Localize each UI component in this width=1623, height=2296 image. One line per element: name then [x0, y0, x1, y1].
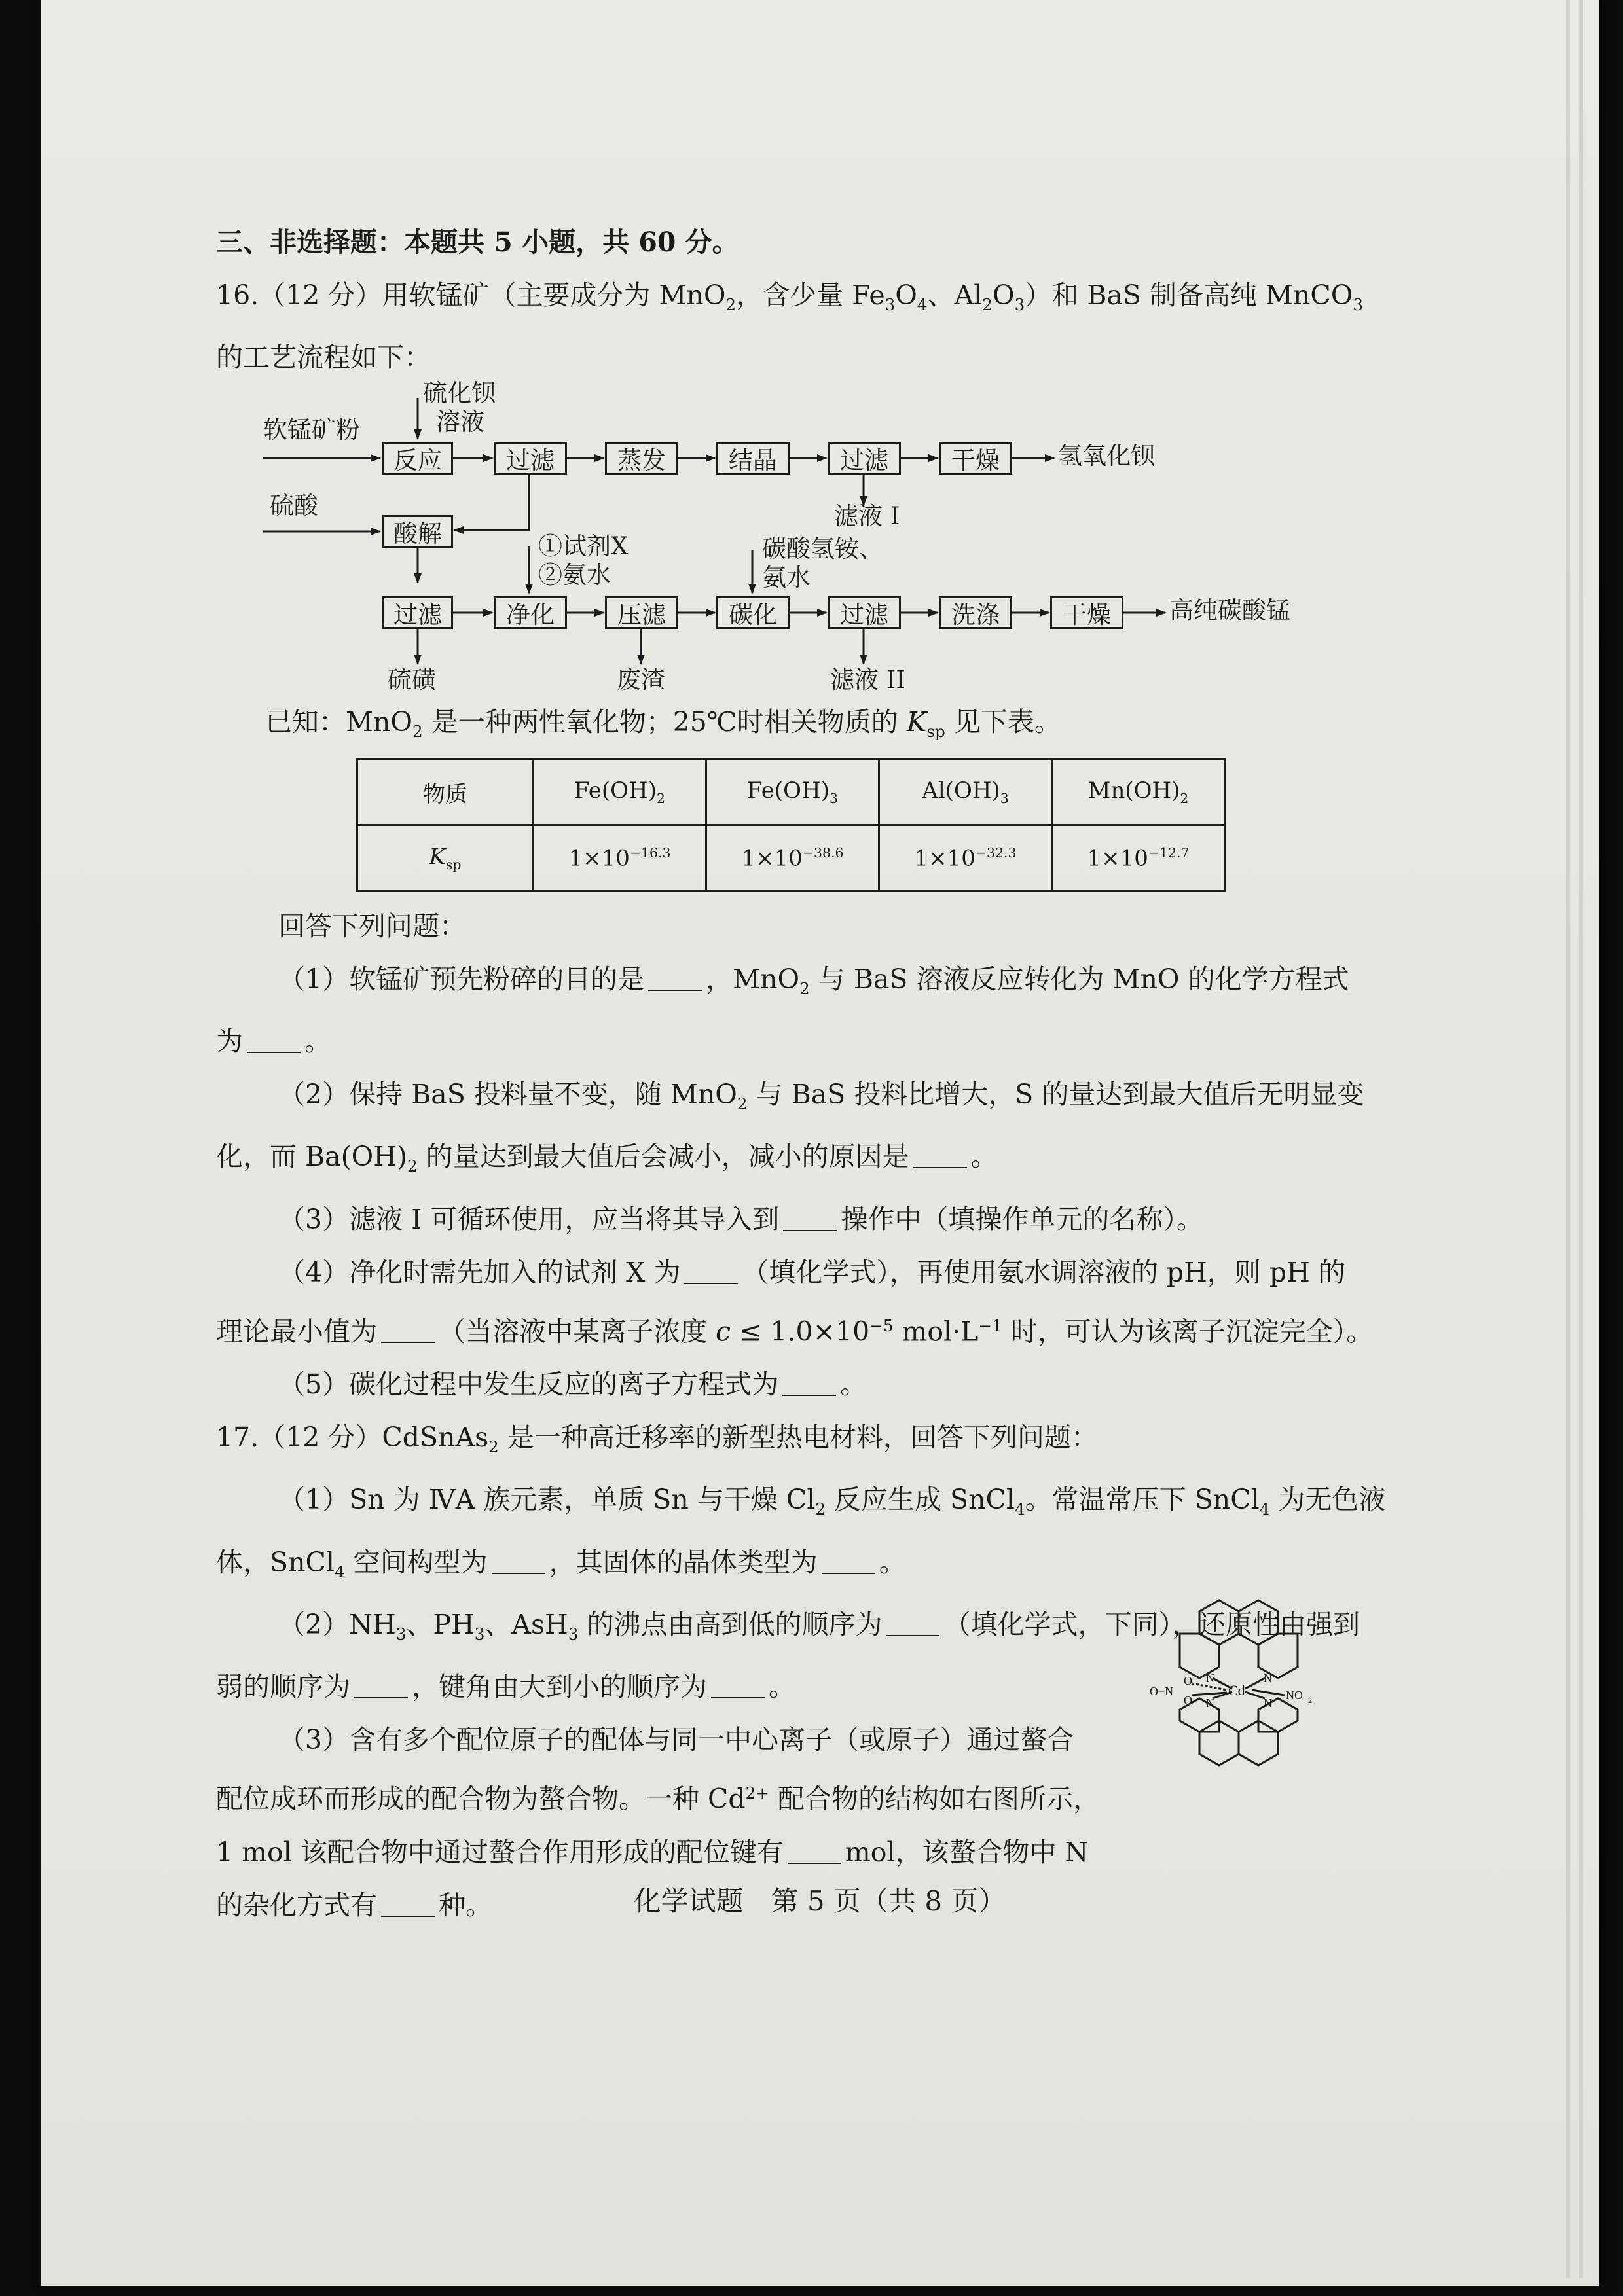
no2-subscript: 2	[1308, 1696, 1312, 1705]
q17-part2-cont: 弱的顺序为 ，键角由大到小的顺序为 。	[216, 1670, 795, 1702]
answer-blank[interactable]	[783, 1208, 837, 1231]
answer-blank[interactable]	[711, 1675, 765, 1698]
ksp-table	[356, 758, 1226, 892]
carbonate-label-2: 氨水	[762, 564, 811, 592]
answer-blank[interactable]	[684, 1261, 738, 1284]
q17-part3-cont2: 1 mol 该配合物中通过螯合作用形成的配位键有 mol，该螯合物中 N	[216, 1836, 1089, 1868]
table-cell: $1\times 10^{-12.7}$	[1052, 825, 1225, 891]
step-reaction: 反应	[382, 442, 453, 475]
answer-blank[interactable]	[822, 1551, 875, 1574]
q17-part3-cont3: 的杂化方式有 种。	[216, 1889, 492, 1921]
step-purify: 净化	[494, 596, 567, 629]
step-press-filter: 压滤	[605, 596, 678, 629]
step-filter-4: 过滤	[828, 596, 901, 629]
step-filter-1: 过滤	[494, 442, 567, 475]
nitrite-ligand: O−N	[1150, 1685, 1174, 1698]
q16-part2: （2）保持 BaS 投料量不变，随 MnO$_2$ 与 BaS 投料比增大，S 的量达到最大值后无明显变	[278, 1079, 1364, 1114]
coordination-bond	[1245, 1692, 1265, 1698]
q16-part4: （4）净化时需先加入的试剂 X 为 （填化学式），再使用氨水调溶液的 pH，则 pH 的	[278, 1256, 1345, 1288]
table-cell: $Fe(OH)_3$	[706, 759, 879, 825]
table-cell: $Fe(OH)_2$	[534, 759, 706, 825]
ammonia-label: ②氨水	[538, 561, 611, 589]
n-atom: N	[1264, 1696, 1272, 1710]
o-atom: O	[1184, 1674, 1192, 1687]
q16-part2-cont: 化，而 $Ba(OH)_2$ 的量达到最大值后会减小，减小的原因是 。	[216, 1141, 998, 1176]
q16-line2: 的工艺流程如下：	[216, 342, 431, 374]
filtrate-2-label: 滤液 II	[830, 666, 905, 694]
page-edge	[1579, 0, 1583, 2278]
q17-part1: （1）Sn 为 ⅣA 族元素，单质 Sn 与干燥 $Cl_2$ 反应生成 SnCl$_4$。常温常压下 SnCl$_4$ 为无色液	[278, 1484, 1386, 1519]
table-cell: $1\times 10^{-16.3}$	[534, 825, 706, 891]
table-row	[357, 825, 1225, 891]
answer-blank[interactable]	[354, 1675, 408, 1698]
coordination-bond	[1252, 1690, 1285, 1695]
question-text	[216, 216, 1368, 384]
sulfur-label: 硫磺	[388, 666, 436, 694]
answer-blank[interactable]	[648, 967, 702, 991]
no2-ligand: NO	[1286, 1689, 1303, 1702]
table-row-label: $K_{sp}$	[357, 825, 534, 891]
answer-blank[interactable]	[913, 1145, 967, 1168]
q16-part5: （5）碳化过程中发生反应的离子方程式为 。	[278, 1369, 867, 1401]
step-carbonize: 碳化	[716, 596, 790, 629]
product-baoh2: 氢氧化钡	[1058, 442, 1155, 470]
q17-part3-cont1: 配位成环而形成的配合物为螯合物。一种 $Cd^{2+}$ 配合物的结构如右图所示，	[216, 1783, 1100, 1815]
table-row	[357, 759, 1225, 825]
q16-part4-cont: 理论最小值为 （当溶液中某离子浓度 $c \le 1.0\times 10^{-5}$ $mol\cdot L^{-1}$ 时，可认为该离子沉淀完全）。	[216, 1316, 1374, 1348]
cd-complex-structure	[1150, 1597, 1350, 1816]
coordination-bond	[1245, 1678, 1265, 1689]
answer-blank[interactable]	[247, 1030, 301, 1053]
n-atom: N	[1206, 1696, 1214, 1710]
acid-label: 硫酸	[270, 492, 318, 520]
q16-line1: 16.（12 分）用软锰矿（主要成分为 MnO$_2$，含少量 $Fe_3O_4$、$Al_2O_3$）和 BaS 制备高纯 MnCO$_3$	[216, 279, 1364, 315]
n-atom: N	[1206, 1672, 1214, 1685]
known-condition: 已知：MnO$_2$ 是一种两性氧化物；25℃时相关物质的 $K_{sp}$ 见下表。	[265, 706, 1061, 742]
q16-part3: （3）滤液 I 可循环使用，应当将其导入到 操作中（填操作单元的名称）。	[278, 1203, 1203, 1235]
q17-header: 17.（12 分）CdSnAs$_2$ 是一种高迁移率的新型热电材料，回答下列问题：	[216, 1422, 1098, 1457]
cd-atom: Cd	[1228, 1682, 1245, 1698]
arrow	[454, 475, 529, 530]
answer-blank[interactable]	[886, 1613, 939, 1636]
step-dry-1: 干燥	[939, 442, 1012, 475]
product-mnco3: 高纯碳酸锰	[1169, 596, 1290, 624]
table-cell: $1\times 10^{-32.3}$	[879, 825, 1052, 891]
step-dry-2: 干燥	[1050, 596, 1123, 629]
step-acid-leach: 酸解	[382, 515, 453, 548]
table-cell: $1\times 10^{-38.6}$	[706, 825, 879, 891]
page-footer: 化学试题 第 5 页（共 8 页）	[633, 1885, 1006, 1917]
answer-blank[interactable]	[788, 1840, 841, 1864]
n-atom: N	[1264, 1672, 1272, 1685]
carbonate-label-1: 碳酸氢铵、	[762, 535, 883, 563]
answer-blank[interactable]	[782, 1372, 836, 1396]
section-header: 三、非选择题：本题共 5 小题，共 60 分。	[216, 226, 739, 258]
residue-label: 废渣	[617, 666, 665, 694]
q17-part2: $(2)NH_3$、$PH_3$、AsH$_3$ 的沸点由高到低的顺序为 （填化学式，下同），还原性由强到	[278, 1608, 1360, 1643]
step-filter-3: 过滤	[382, 596, 453, 629]
phenanthroline-complex-drawing	[1150, 1597, 1350, 1813]
reagent-x-label: ①试剂X	[538, 532, 629, 560]
step-crystallize: 结晶	[716, 442, 790, 475]
q17-part3: （3）含有多个配位原子的配体与同一中心离子（或原子）通过螯合	[278, 1723, 1074, 1755]
raw-material-label: 软锰矿粉	[263, 416, 360, 444]
answer-blank[interactable]	[492, 1551, 545, 1574]
answer-blank[interactable]	[381, 1319, 435, 1343]
step-wash: 洗涤	[939, 596, 1012, 629]
exam-page	[41, 0, 1599, 2286]
step-evaporate: 蒸发	[605, 442, 678, 475]
process-flow-diagram	[263, 374, 1337, 702]
bas-label-2: 溶液	[436, 408, 484, 436]
step-filter-2: 过滤	[828, 442, 901, 475]
q17-part1-cont: 体，SnCl$_4$ 空间构型为 ，其固体的晶体类型为 。	[216, 1546, 906, 1581]
table-header-label: 物质	[357, 759, 534, 825]
page-edge	[1566, 0, 1570, 2278]
bas-label-1: 硫化钡	[423, 379, 496, 407]
table-cell: $Mn(OH)_2$	[1052, 759, 1225, 825]
table-cell: $Al(OH)_3$	[879, 759, 1052, 825]
o-atom: O	[1184, 1694, 1192, 1707]
filtrate-1-label: 滤液 I	[834, 502, 900, 530]
q16-part1-cont: 为 。	[216, 1026, 331, 1058]
q16-part1: （1）软锰矿预先粉碎的目的是 ，MnO$_2$ 与 BaS 溶液反应转化为 MnO 的化学方程式	[278, 963, 1349, 999]
prompt: 回答下列问题：	[278, 910, 466, 942]
